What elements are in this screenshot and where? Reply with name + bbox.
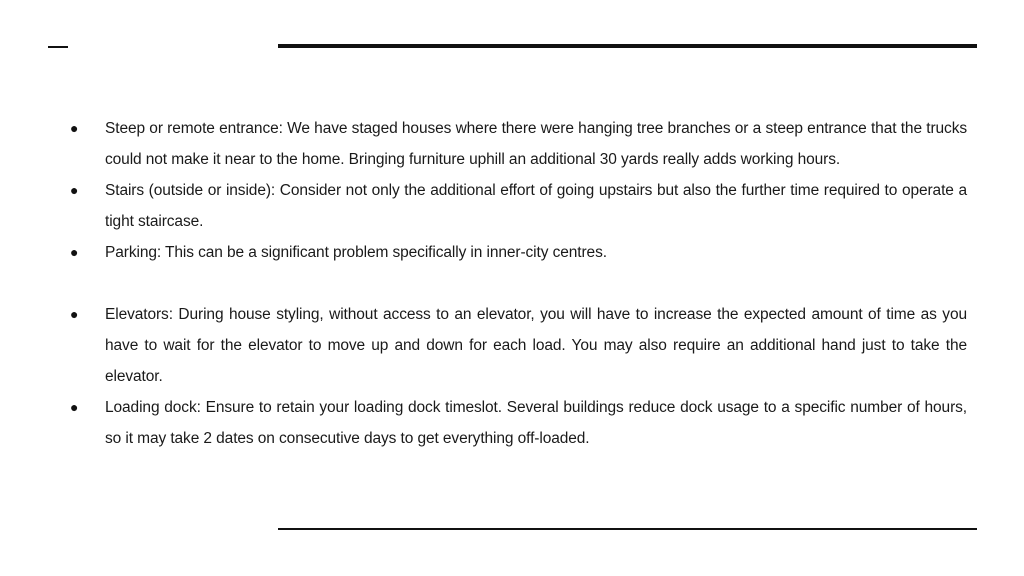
- bullet-dot-icon: ●: [70, 244, 79, 260]
- bullet-dot-icon: ●: [70, 182, 79, 198]
- top-rule: [278, 44, 977, 48]
- bullet-item-stairs: [0, 175, 1024, 237]
- bullet-text: Stairs (outside or inside): Consider not only the additional effort of going upstairs but also the further time required to operate a tight staircase.: [105, 182, 967, 230]
- bullet-dot-icon: ●: [70, 306, 79, 322]
- bullet-dot-icon: ●: [70, 399, 79, 415]
- bullet-item-parking: [0, 237, 1024, 268]
- bullet-item-elevators: [0, 299, 1024, 392]
- bullet-list: [0, 113, 1024, 454]
- bullet-text: Loading dock: Ensure to retain your loading dock timeslot. Several buildings reduce dock usage to a specific number of hours, so it may take 2 dates on consecutive days to get everything off-loaded.: [105, 399, 967, 447]
- bullet-item-loading-dock: [0, 392, 1024, 454]
- accent-dash: [48, 46, 68, 48]
- bullet-dot-icon: ●: [70, 120, 79, 136]
- list-spacer: [0, 268, 1024, 299]
- bullet-item-steep-entrance: [0, 113, 1024, 175]
- bullet-text: Elevators: During house styling, without access to an elevator, you will have to increase the expected amount of time as you have to wait for the elevator to move up and down for each load. You may also require an additional hand just to take the elevator.: [105, 306, 967, 385]
- bullet-text: Steep or remote entrance: We have staged houses where there were hanging tree branches or a steep entrance that the trucks could not make it near to the home. Bringing furniture uphill an additional 30 yards really adds working hours.: [105, 120, 967, 168]
- bullet-text: Parking: This can be a significant problem specifically in inner-city centres.: [105, 244, 607, 261]
- bottom-rule: [278, 528, 977, 530]
